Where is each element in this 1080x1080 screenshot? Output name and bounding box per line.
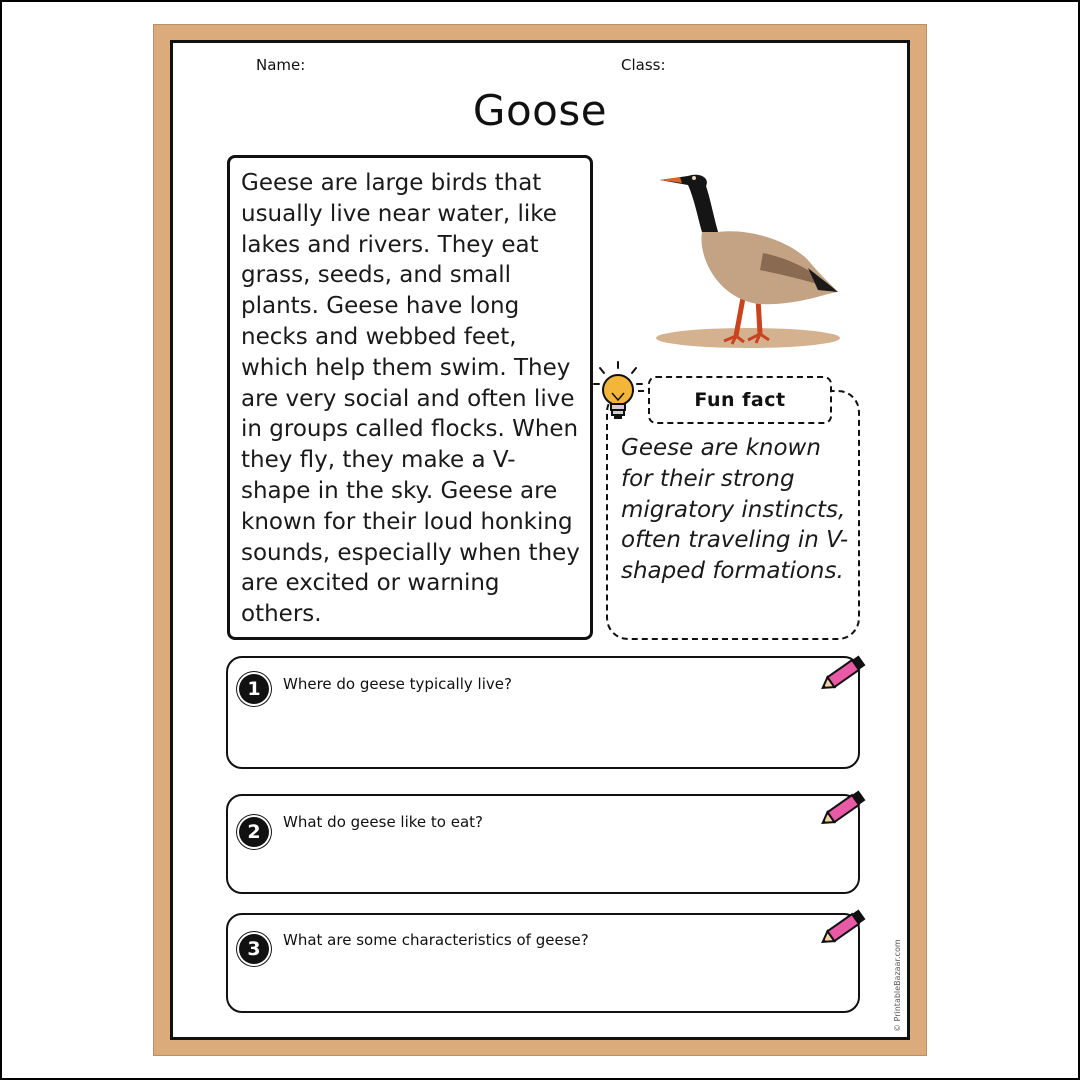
question-3-text: What are some characteristics of geese?: [283, 931, 589, 949]
pencil-icon: [818, 785, 870, 831]
watermark: © PrintableBazaar.com: [893, 939, 902, 1032]
question-1-number: 1: [239, 674, 269, 704]
fun-fact-text: Geese are known for their strong migratory instincts, often traveling in V-shaped formations.: [621, 435, 849, 585]
page-title: Goose: [472, 86, 608, 135]
question-2-number: 2: [239, 817, 269, 847]
class-label: Class:: [621, 56, 666, 74]
question-3-number: 3: [239, 934, 269, 964]
reading-passage-box: [227, 155, 593, 640]
goose-illustration: [648, 158, 843, 353]
question-1-text: Where do geese typically live?: [283, 675, 512, 693]
lightbulb-icon: [592, 360, 644, 422]
fun-fact-label: Fun fact: [648, 376, 832, 424]
pencil-icon: [818, 650, 870, 696]
question-2-answer-box[interactable]: [226, 794, 860, 894]
question-1-answer-box[interactable]: [226, 656, 860, 769]
pencil-icon: [818, 904, 870, 950]
question-3-answer-box[interactable]: [226, 913, 860, 1013]
question-2-text: What do geese like to eat?: [283, 813, 484, 831]
reading-passage-text: Geese are large birds that usually live near water, like lakes and rivers. They eat grass, seeds, and small plants. Geese have long necks and webbed feet, which help them swim. They are very social and often live in groups called flocks. When they fly, they make a V-shape in the sky. Geese are known for their loud honking sounds, especially when they are excited or warning others.: [241, 170, 580, 628]
name-label: Name:: [256, 56, 306, 74]
